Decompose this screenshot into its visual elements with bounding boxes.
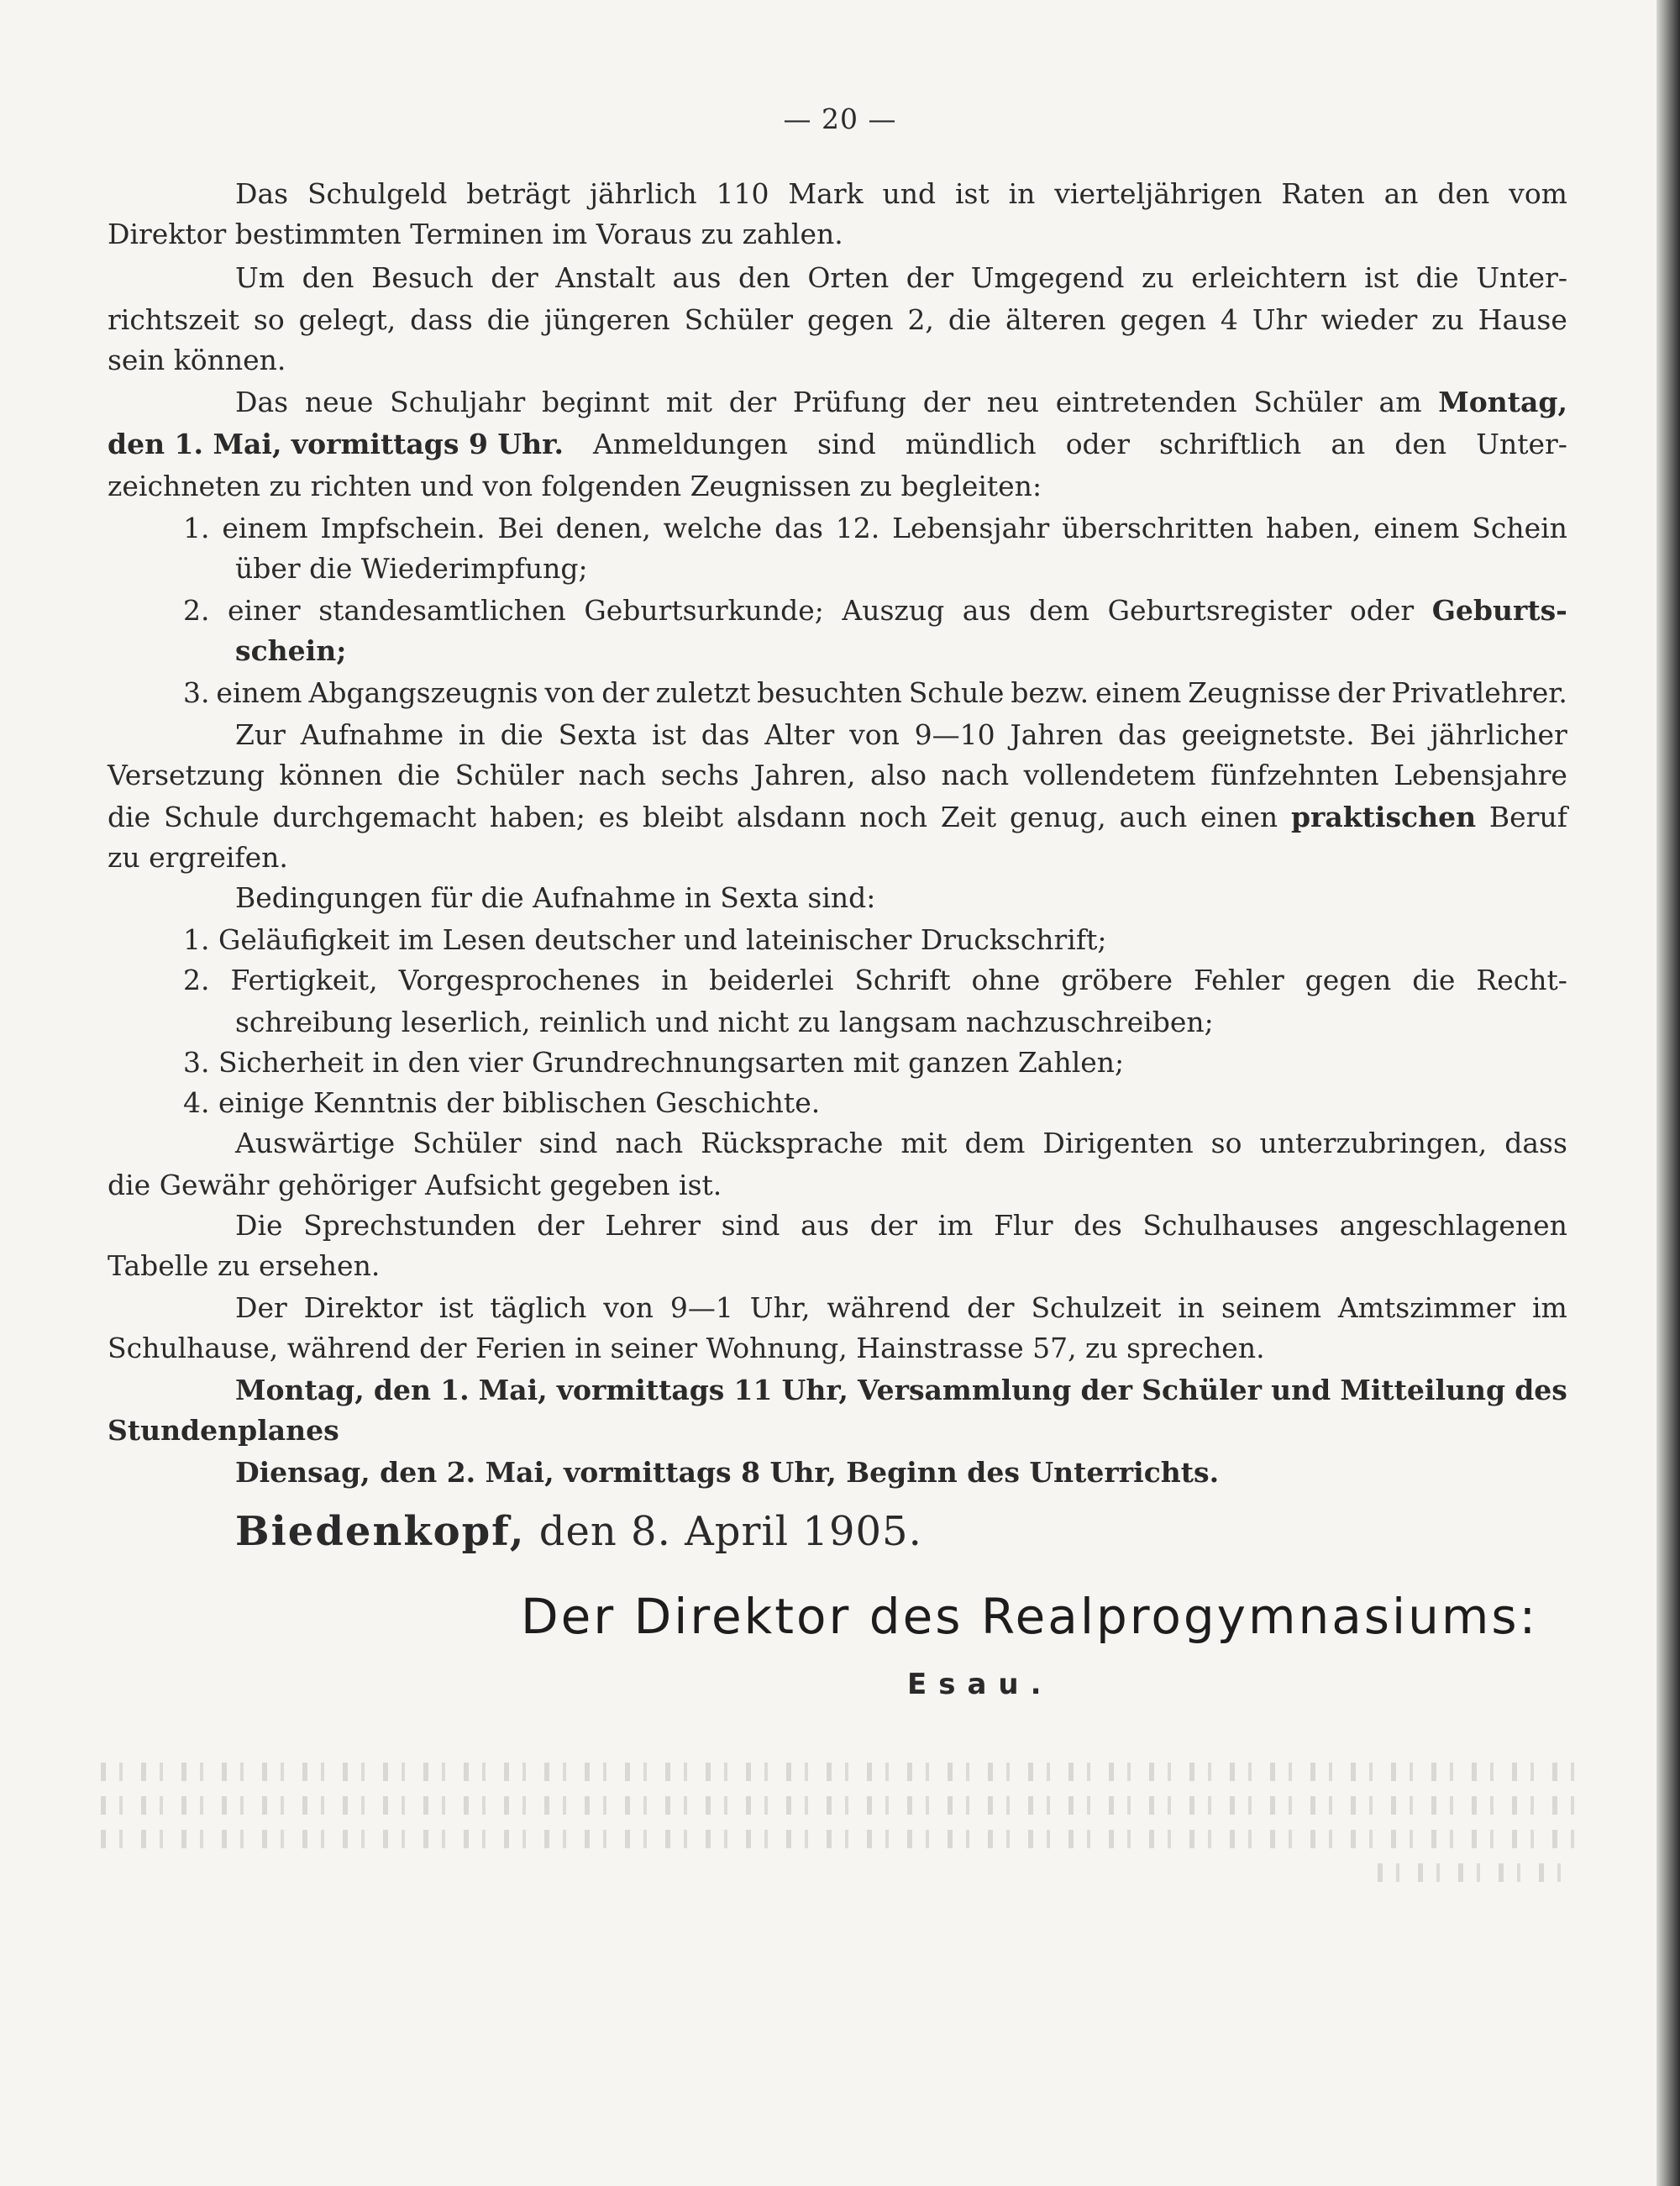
text-line: Montag, den 1. Mai, vormittags 11 Uhr, Versammlung der Schüler und Mitteilung des	[235, 1374, 1567, 1406]
text-line: Bedingungen für die Aufnahme in Sexta sind:	[235, 881, 876, 914]
bleed-through-noise	[101, 1796, 1588, 1815]
signature-name: Esau.	[907, 1668, 1053, 1701]
text-line: zeichneten zu richten und von folgenden Zeugnissen zu begleiten:	[108, 470, 1042, 502]
text-line: Zur Aufnahme in die Sexta ist das Alter von 9—10 Jahren das geeignetste. Bei jährlicher	[235, 718, 1567, 751]
text-line: 1. Geläufigkeit im Lesen deutscher und lateinischer Druckschrift;	[183, 923, 1107, 956]
text-line: Stundenplanes	[108, 1414, 339, 1447]
text-line: Das neue Schuljahr beginnt mit der Prüfung der neu eintretenden Schüler am Montag,	[235, 386, 1567, 418]
text-line: Auswärtige Schüler sind nach Rücksprache mit dem Dirigenten so unterzubringen, dass	[235, 1127, 1567, 1159]
text-line: sein können.	[108, 344, 286, 376]
text-line: Um den Besuch der Anstalt aus den Orten der Umgegend zu erleichtern ist die Unter-	[235, 261, 1567, 294]
text-line: 2. einer standesamtlichen Geburtsurkunde; Auszug aus dem Geburtsregister oder Geburts-	[183, 594, 1567, 627]
bleed-through-noise	[1378, 1863, 1579, 1882]
text-line: zu ergreifen.	[108, 841, 288, 874]
text-line: 4. einige Kenntnis der biblischen Geschichte.	[183, 1086, 821, 1119]
text-line: Tabelle zu ersehen.	[108, 1249, 381, 1282]
page-number: — 20 —	[783, 102, 897, 135]
text-line: 1. einem Impfschein. Bei denen, welche das 12. Lebensjahr überschritten haben, einem Schein	[183, 512, 1567, 544]
text-line: die Gewähr gehöriger Aufsicht gegeben ist.	[108, 1169, 722, 1201]
text-line: die Schule durchgemacht haben; es bleibt alsdann noch Zeit genug, auch einen praktischen Beruf	[108, 801, 1567, 833]
scan-edge-shadow	[1656, 0, 1680, 2186]
text-line: Diensag, den 2. Mai, vormittags 8 Uhr, Beginn des Unterrichts.	[235, 1456, 1220, 1489]
text-line: Direktor bestimmten Terminen im Voraus zu zahlen.	[108, 218, 843, 250]
text-line: 3. einem Abgangszeugnis von der zuletzt besuchten Schule bezw. einem Zeugnisse der Privatlehrer.	[183, 676, 1567, 709]
text-line: schreibung leserlich, reinlich und nicht zu langsam nachzuschreiben;	[235, 1006, 1214, 1038]
bleed-through-noise	[101, 1763, 1588, 1781]
text-line: richtszeit so gelegt, dass die jüngeren Schüler gegen 2, die älteren gegen 4 Uhr wieder zu Hause	[108, 303, 1567, 336]
text-line: Die Sprechstunden der Lehrer sind aus der im Flur des Schulhauses angeschlagenen	[235, 1209, 1567, 1242]
place-date-line	[235, 1508, 922, 1555]
text-line: schein;	[235, 634, 347, 667]
text-line: Der Direktor ist täglich von 9—1 Uhr, während der Schulzeit in seinem Amtszimmer im	[235, 1291, 1567, 1324]
text-line: 2. Fertigkeit, Vorgesprochenes in beiderlei Schrift ohne gröbere Fehler gegen die Recht-	[183, 964, 1567, 996]
signature-title: Der Direktor des Realprogymnasiums:	[521, 1588, 1539, 1645]
text-line: über die Wiederimpfung;	[235, 552, 588, 585]
signature-place: Biedenkopf,	[235, 1508, 526, 1555]
text-line: Schulhause, während der Ferien in seiner Wohnung, Hainstrasse 57, zu sprechen.	[108, 1332, 1265, 1364]
text-line: Das Schulgeld beträgt jährlich 110 Mark und ist in vierteljährigen Raten an den vom	[235, 177, 1567, 210]
text-line: 3. Sicherheit in den vier Grundrechnungsarten mit ganzen Zahlen;	[183, 1046, 1125, 1079]
text-line: Versetzung können die Schüler nach sechs Jahren, also nach vollendetem fünfzehnten Lebensjahre	[108, 759, 1567, 791]
bleed-through-noise	[101, 1830, 1588, 1848]
signature-date: den 8. April 1905.	[538, 1508, 922, 1555]
text-line: den 1. Mai, vormittags 9 Uhr. Anmeldungen sind mündlich oder schriftlich an den Unter-	[108, 428, 1567, 460]
